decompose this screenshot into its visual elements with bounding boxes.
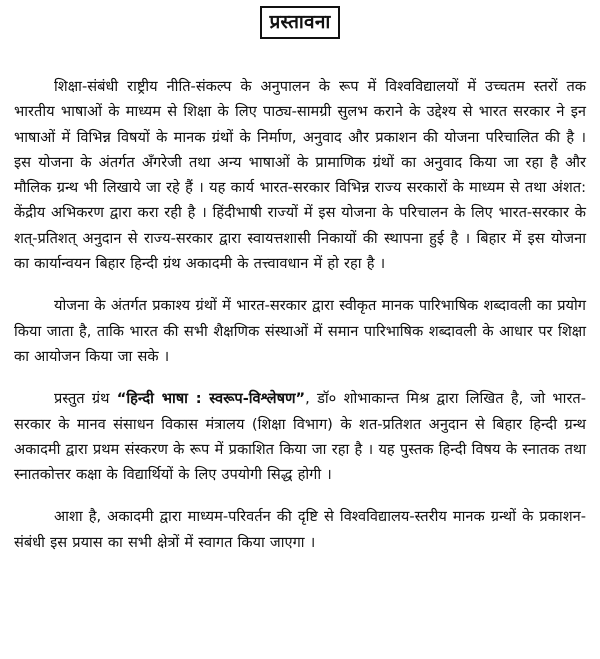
paragraph-4: आशा है, अकादमी द्वारा माध्यम-परिवर्तन की दृष्टि से विश्वविद्यालय-स्तरीय मानक ग्रन्थों के प्रकाशन-संबंधी इस प्रयास का सभी क्षेत्रों में स्वागत किया जाएगा । <box>14 508 586 551</box>
title-container <box>14 6 586 42</box>
paragraph-3-rest: , डॉ० शोभाकान्त मिश्र द्वारा लिखित है, जो भारत-सरकार के मानव संसाधन विकास मंत्रालय (शिक्षा विभाग) के शत-प्रतिशत अनुदान से बिहार हिन्दी ग्रन्थ अकादमी द्वारा प्रथम संस्करण के रूप में प्रकाशित किया जा रहा है । यह पुस्तक हिन्दी विषय के स्नातक तथा स्नातकोत्तर कक्षा के विद्यार्थियों के लिए उपयोगी सिद्ध होगी । <box>14 390 587 484</box>
book-title: “हिन्दी भाषा : स्वरूप-विश्लेषण” <box>116 390 306 408</box>
paragraph-3-lead: प्रस्तुत ग्रंथ <box>54 390 117 408</box>
paragraph-3 <box>14 386 586 487</box>
paragraph-2: योजना के अंतर्गत प्रकाश्य ग्रंथों में भारत-सरकार द्वारा स्वीकृत मानक पारिभाषिक शब्दावली का प्रयोग किया जाता है, ताकि भारत की सभी शैक्षणिक संस्थाओं में समान पारिभाषिक शब्दावली के आधार पर शिक्षा का आयोजन किया जा सके । <box>14 297 586 365</box>
paragraph-1: शिक्षा-संबंधी राष्ट्रीय नीति-संकल्प के अनुपालन के रूप में विश्वविद्यालयों में उच्चतम स्तरों तक भारतीय भाषाओं के माध्यम से शिक्षा के लिए पाठ्य-सामग्री सुलभ कराने के उद्देश्य से भारत सरकार ने इन भाषाओं में विभिन्न विषयों के मानक ग्रंथों के निर्माण, अनुवाद और प्रकाशन की योजना परिचालित की है । इस योजना के अंतर्गत अँगरेजी तथा अन्य भाषाओं के प्रामाणिक ग्रंथों का अनुवाद किया जा रहा है और मौलिक ग्रन्थ भी लिखाये जा रहे हैं । यह कार्य भारत-सरकार विभिन्न राज्य सरकारों के माध्यम से तथा अंशत: केंद्रीय अभिकरण द्वारा करा रही है । हिंदीभाषी राज्यों में इस योजना के परिचालन के लिए भारत-सरकार के शत्-प्रतिशत् अनुदान से राज्य-सरकार द्वारा स्वायत्तशासी निकायों की स्थापना हुई है । बिहार में इस योजना का कार्यान्वयन बिहार हिन्दी ग्रंथ अकादमी के तत्त्वावधान में हो रहा है । <box>14 78 586 273</box>
page-title: प्रस्तावना <box>260 6 341 39</box>
